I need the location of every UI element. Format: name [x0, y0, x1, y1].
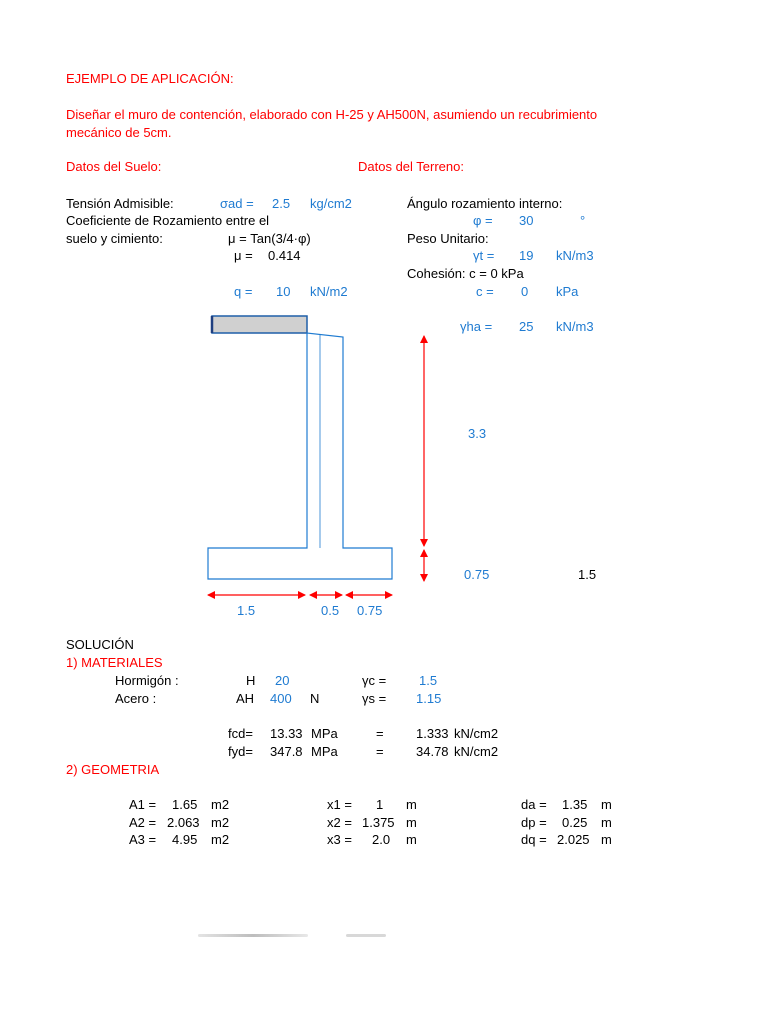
- problem-statement-line-1: Diseñar el muro de contención, elaborado con H-25 y AH500N, asumiendo un recubrimiento: [66, 107, 598, 122]
- page-smudge: [346, 934, 386, 937]
- materials-heading: 1) MATERIALES: [66, 655, 163, 670]
- q-unit: kN/m2: [310, 284, 348, 299]
- centroid-label: x2 =: [327, 815, 352, 830]
- angle-label: Ángulo rozamiento interno:: [407, 196, 563, 211]
- q-value: 10: [276, 284, 291, 299]
- fyd-label: fyd=: [228, 744, 253, 759]
- fyd-value-kn: 34.78: [416, 744, 449, 759]
- surcharge-load-block: [212, 316, 307, 333]
- area-value: 2.063: [167, 815, 200, 830]
- tension-unit: kg/cm2: [310, 196, 352, 211]
- steel-suffix: N: [310, 691, 320, 706]
- gha-unit: kN/m3: [556, 319, 594, 334]
- page-smudge: [198, 934, 308, 937]
- concrete-prefix: H: [246, 673, 256, 688]
- distance-unit: m: [601, 797, 612, 812]
- page-title: EJEMPLO DE APLICACIÓN:: [66, 71, 234, 86]
- mu-value: 0.414: [268, 248, 301, 263]
- phi-value: 30: [519, 213, 534, 228]
- centroid-value: 1: [376, 797, 384, 812]
- distance-unit: m: [601, 815, 612, 830]
- steel-label: Acero :: [115, 691, 157, 706]
- area-unit: m2: [211, 815, 230, 830]
- gc-value: 1.5: [419, 673, 438, 688]
- c-value: 0: [521, 284, 529, 299]
- heel-dimension-label: 0.75: [357, 603, 383, 618]
- area-label: A1 =: [129, 797, 157, 812]
- friction-label-1: Coeficiente de Rozamiento entre el: [66, 213, 270, 228]
- gs-value: 1.15: [416, 691, 442, 706]
- fcd-value: 13.33: [270, 726, 303, 741]
- area-label: A3 =: [129, 832, 157, 847]
- area-value: 4.95: [172, 832, 198, 847]
- gamma-unit: kN/m3: [556, 248, 594, 263]
- wall-outline: [208, 333, 392, 579]
- centroid-label: x3 =: [327, 832, 352, 847]
- distance-value: 1.35: [562, 797, 588, 812]
- distance-label: da =: [521, 797, 547, 812]
- gamma-value: 19: [519, 248, 534, 263]
- fcd-unit-kn: kN/cm2: [454, 726, 499, 741]
- gha-value: 25: [519, 319, 534, 334]
- toe-dimension-label: 1.5: [237, 603, 256, 618]
- problem-statement-line-2: mecánico de 5cm.: [66, 125, 172, 140]
- cohesion-label: Cohesión: c = 0 kPa: [407, 266, 524, 281]
- tension-symbol: σad =: [220, 196, 254, 211]
- phi-unit: °: [580, 213, 586, 228]
- area-label: A2 =: [129, 815, 157, 830]
- centroid-unit: m: [406, 815, 417, 830]
- steel-prefix: AH: [236, 691, 255, 706]
- fcd-value-kn: 1.333: [416, 726, 449, 741]
- distance-value: 0.25: [562, 815, 588, 830]
- height-dimension-label: 3.3: [468, 426, 487, 441]
- centroid-value: 2.0: [372, 832, 391, 847]
- mu-symbol: μ =: [234, 248, 253, 263]
- gha-symbol: γha =: [460, 319, 493, 334]
- area-unit: m2: [211, 832, 230, 847]
- fyd-unit: MPa: [311, 744, 338, 759]
- tension-value: 2.5: [272, 196, 291, 211]
- q-symbol: q =: [234, 284, 253, 299]
- geometry-heading: 2) GEOMETRIA: [66, 762, 160, 777]
- phi-symbol: φ =: [473, 213, 493, 228]
- fcd-unit: MPa: [311, 726, 338, 741]
- centroid-unit: m: [406, 832, 417, 847]
- gs-symbol: γs =: [362, 691, 387, 706]
- concrete-label: Hormigón :: [115, 673, 179, 688]
- area-unit: m2: [211, 797, 230, 812]
- fyd-value: 347.8: [270, 744, 303, 759]
- centroid-label: x1 =: [327, 797, 352, 812]
- area-value: 1.65: [172, 797, 198, 812]
- distance-label: dq =: [521, 832, 547, 847]
- distance-unit: m: [601, 832, 612, 847]
- stem-dimension-label: 0.5: [321, 603, 340, 618]
- centroid-value: 1.375: [362, 815, 395, 830]
- gamma-symbol: γt =: [473, 248, 495, 263]
- soil-heading: Datos del Suelo:: [66, 159, 162, 174]
- distance-label: dp =: [521, 815, 547, 830]
- friction-label-2: suelo y cimiento:: [66, 231, 163, 246]
- tension-label: Tensión Admisible:: [66, 196, 174, 211]
- fcd-equals: =: [376, 726, 384, 741]
- gc-symbol: γc =: [362, 673, 387, 688]
- centroid-unit: m: [406, 797, 417, 812]
- mu-formula: μ = Tan(3/4·φ): [228, 231, 311, 246]
- concrete-value: 20: [275, 673, 290, 688]
- total-dimension-label: 1.5: [578, 567, 597, 582]
- terrain-heading: Datos del Terreno:: [358, 159, 464, 174]
- fyd-equals: =: [376, 744, 384, 759]
- solution-heading: SOLUCIÓN: [66, 637, 134, 652]
- c-unit: kPa: [556, 284, 579, 299]
- c-symbol: c =: [476, 284, 494, 299]
- fyd-unit-kn: kN/cm2: [454, 744, 499, 759]
- fcd-label: fcd=: [228, 726, 253, 741]
- weight-label: Peso Unitario:: [407, 231, 489, 246]
- footing-dimension-label: 0.75: [464, 567, 490, 582]
- steel-value: 400: [270, 691, 292, 706]
- distance-value: 2.025: [557, 832, 590, 847]
